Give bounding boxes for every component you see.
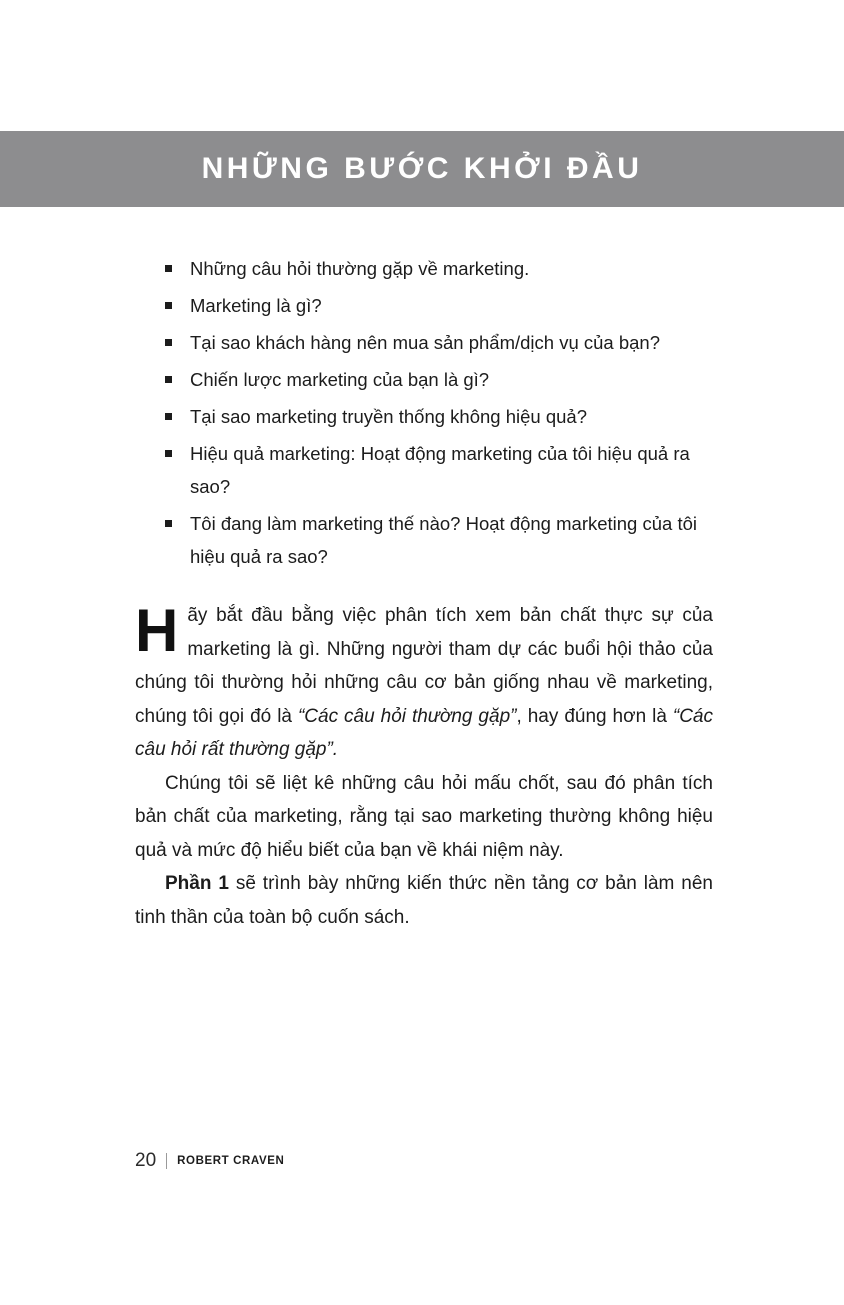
- drop-cap: H: [135, 597, 179, 664]
- paragraph-text: ãy bắt đầu bằng việc phân tích xem bản chất thực sự của marketing là gì. Những người tham dự các buổi hội thảo của chúng tôi thường hỏi những câu cơ bản giống nhau về marketing, chúng tôi gọi đó là: [135, 605, 713, 727]
- paragraph-text: , hay đúng hơn là: [516, 705, 673, 727]
- bullet-list: [135, 252, 713, 573]
- list-item: [135, 252, 713, 285]
- list-item-text: Những câu hỏi thường gặp về marketing.: [190, 258, 530, 279]
- list-item-text: Hiệu quả marketing: Hoạt động marketing của tôi hiệu quả ra sao?: [190, 443, 690, 497]
- quoted-phrase: “Các câu hỏi rất thường gặp”.: [135, 705, 713, 760]
- list-item-text: Tại sao marketing truyền thống không hiệu quả?: [190, 406, 587, 427]
- square-bullet-icon: [165, 302, 172, 309]
- author-name: ROBERT CRAVEN: [177, 1155, 285, 1167]
- page-footer: [135, 1150, 284, 1172]
- paragraph-text: sẽ trình bày những kiến thức nền tảng cơ bản làm nên tinh thần của toàn bộ cuốn sách.: [135, 873, 713, 928]
- chapter-title: NHỮNG BƯỚC KHỞI ĐẦU: [201, 152, 643, 185]
- paragraph-bold-lead: Phần 1: [165, 873, 229, 894]
- list-item-text: Tại sao khách hàng nên mua sản phẩm/dịch vụ của bạn?: [190, 332, 661, 353]
- footer-divider: [166, 1153, 167, 1169]
- list-item: [135, 507, 713, 573]
- list-item: [135, 326, 713, 359]
- list-item: [135, 437, 713, 503]
- list-item: [135, 400, 713, 433]
- list-item: [135, 363, 713, 396]
- paragraph-3: [135, 867, 713, 934]
- list-item-text: Marketing là gì?: [190, 295, 322, 316]
- square-bullet-icon: [165, 265, 172, 272]
- page-number: 20: [135, 1150, 157, 1171]
- list-item-text: Tôi đang làm marketing thế nào? Hoạt động marketing của tôi hiệu quả ra sao?: [190, 513, 697, 567]
- paragraph-intro: [135, 599, 713, 767]
- list-item-text: Chiến lược marketing của bạn là gì?: [190, 369, 490, 390]
- paragraph-2: Chúng tôi sẽ liệt kê những câu hỏi mấu chốt, sau đó phân tích bản chất của marketing, rằng tại sao marketing thường không hiệu quả và mức độ hiểu biết của bạn về khái niệm này.: [135, 772, 713, 861]
- list-item: [135, 289, 713, 322]
- quoted-phrase: “Các câu hỏi thường gặp”: [297, 705, 517, 727]
- square-bullet-icon: [165, 450, 172, 457]
- page-content: [135, 252, 713, 934]
- square-bullet-icon: [165, 376, 172, 383]
- square-bullet-icon: [165, 413, 172, 420]
- square-bullet-icon: [165, 520, 172, 527]
- chapter-header-band: [0, 131, 844, 207]
- square-bullet-icon: [165, 339, 172, 346]
